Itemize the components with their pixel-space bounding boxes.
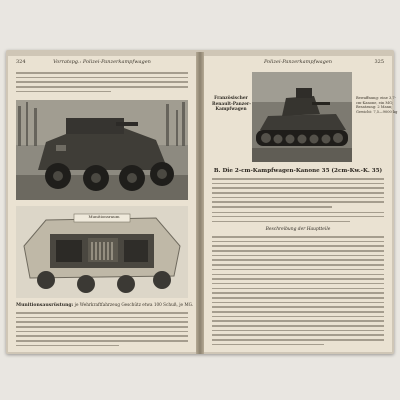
ammunition-compartment-photo xyxy=(16,206,188,298)
renault-tank-photo xyxy=(252,72,352,162)
tank-spec-1: Bewaffnung: eine 3,7- xyxy=(356,96,396,100)
left-running-head-title: Vorratspg.: Polizei-Panzerkampfwagen xyxy=(53,59,151,65)
right-body-paragraph-2 xyxy=(212,236,384,349)
right-small-print-block xyxy=(212,212,384,225)
right-page-number: 325 xyxy=(374,59,384,65)
subheading: Beschreibung der Hauptteile xyxy=(265,227,331,232)
section-title: B. Die 2-cm-Kampfwagen-Kanone 35 (2cm-Kw.-K. 35) xyxy=(213,168,383,174)
left-intro-paragraph xyxy=(16,72,188,95)
left-running-header xyxy=(16,59,188,67)
left-page xyxy=(8,56,196,352)
right-body-paragraph-1 xyxy=(212,178,384,211)
tank-specs xyxy=(356,96,398,114)
tank-spec-4: Gewicht: 7,5—9000 kg xyxy=(356,109,398,114)
right-running-head-title: Polizei-Panzerkampfwagen xyxy=(263,59,333,65)
tank-caption-line-2: Renault-Panzer- xyxy=(212,101,251,107)
book-spine xyxy=(196,52,204,354)
tank-spec-3: Besatzung: 2 Mann; xyxy=(356,105,393,110)
right-running-header xyxy=(212,59,384,67)
left-caption xyxy=(16,302,194,308)
tank-caption-line-1: Französischer xyxy=(214,96,248,101)
caption-bold-lead: Munitionsausrüstung: xyxy=(16,303,74,308)
caption-text: je Wehrkraftfahrzeug Geschütz etwa 100 Schuß, je MG. xyxy=(74,302,194,307)
right-page xyxy=(204,56,398,352)
photo-label: Munitionsraum xyxy=(88,214,120,219)
left-page-number: 324 xyxy=(16,59,26,65)
tank-spec-2: cm-Kanone, ein MG; xyxy=(356,100,394,105)
left-caption-lines xyxy=(16,312,188,350)
tank-caption-line-3: Kampfwagen xyxy=(215,107,247,112)
armored-car-photo xyxy=(16,100,188,200)
tank-side-caption xyxy=(212,96,250,113)
